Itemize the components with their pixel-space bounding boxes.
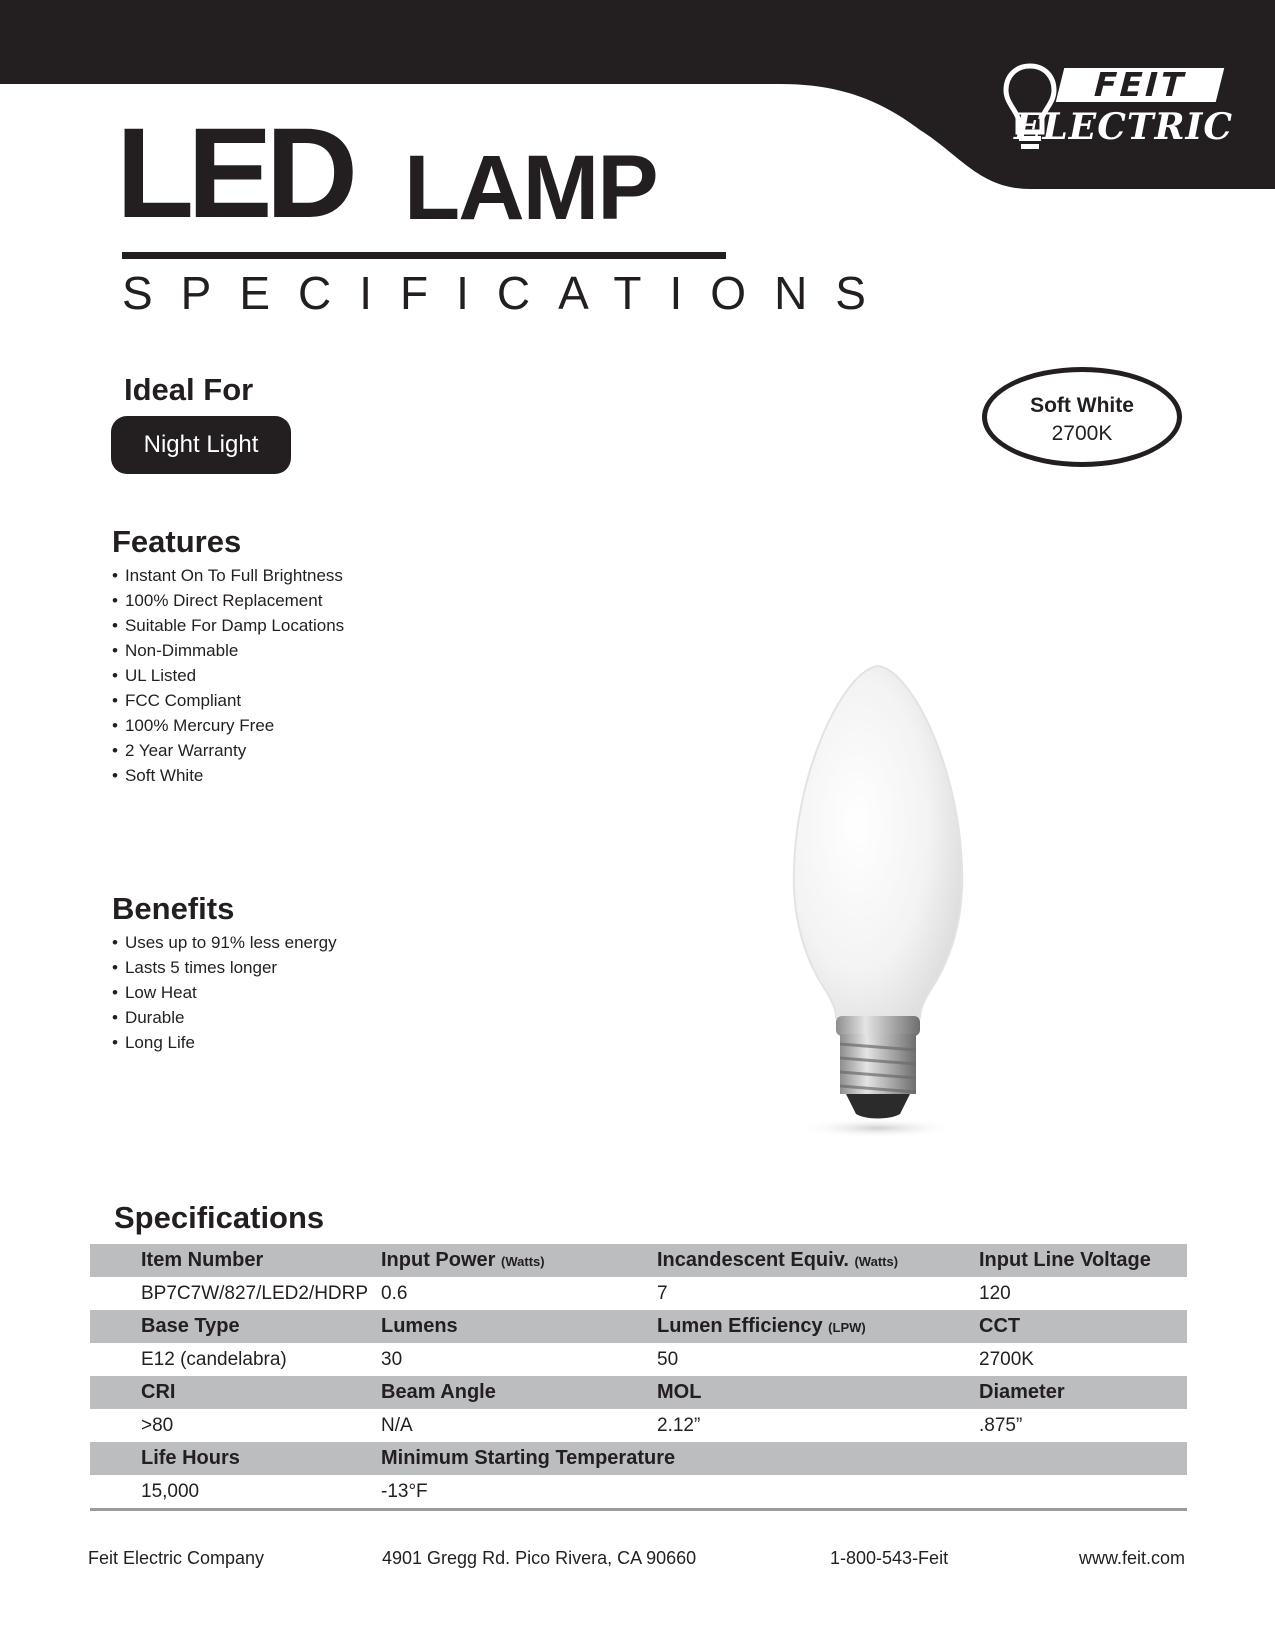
footer-company: Feit Electric Company (88, 1548, 265, 1568)
spec-value-row (90, 1343, 1187, 1376)
title-divider (122, 252, 726, 259)
spec-label-cell: Diameter (976, 1376, 1187, 1409)
spec-value-cell: 50 (657, 1348, 679, 1370)
spec-label-cell: Input Power (Watts) (378, 1244, 654, 1277)
spec-value-row (90, 1277, 1187, 1310)
feature-item: • 100% Mercury Free (112, 713, 344, 738)
benefit-item: • Long Life (112, 1030, 337, 1055)
specifications-heading: Specifications (114, 1200, 325, 1235)
footer-website[interactable]: www.feit.com (1079, 1548, 1186, 1568)
spec-label-cell: Lumens (378, 1310, 654, 1343)
feature-item: • Instant On To Full Brightness (112, 563, 344, 588)
spec-value-cell: 7 (657, 1282, 668, 1304)
feature-item: • Soft White (112, 763, 344, 788)
feature-item: • UL Listed (112, 663, 344, 688)
spec-header-row (90, 1244, 1187, 1277)
footer-phone: 1-800-543-Feit (830, 1548, 949, 1568)
spec-label-cell: Minimum Starting Temperature (378, 1442, 1187, 1475)
spec-label-cell: Life Hours (90, 1442, 378, 1475)
spec-value-cell: -13°F (378, 1475, 1187, 1510)
feature-item: • 100% Direct Replacement (112, 588, 344, 613)
title-lamp: LAMP (404, 137, 657, 239)
spec-label-cell: CCT (976, 1310, 1187, 1343)
brand-name: FEIT (1056, 68, 1224, 102)
spec-header-row (90, 1442, 1187, 1475)
spec-label-cell: Base Type (90, 1310, 378, 1343)
spec-value-cell: E12 (candelabra) (141, 1348, 287, 1370)
feature-item: • 2 Year Warranty (112, 738, 344, 763)
spec-label-cell: Incandescent Equiv. (Watts) (654, 1244, 976, 1277)
spec-header-row (90, 1310, 1187, 1343)
benefits-heading: Benefits (112, 891, 235, 926)
spec-value-cell: 30 (381, 1348, 403, 1370)
spec-value-row (90, 1475, 1187, 1510)
spec-value-row (90, 1409, 1187, 1442)
spec-label-cell: MOL (654, 1376, 976, 1409)
spec-value-cell: N/A (381, 1414, 413, 1436)
spec-value-cell: 0.6 (381, 1282, 408, 1304)
brand-subname: ELECTRIC (1014, 106, 1234, 148)
color-temperature: 2700K (1051, 422, 1113, 445)
spec-unit: (Watts) (501, 1254, 545, 1269)
color-temperature-badge (982, 367, 1182, 467)
footer-address: 4901 Gregg Rd. Pico Rivera, CA 90660 (382, 1548, 697, 1568)
benefits-list (112, 930, 337, 1055)
spec-label-cell: Beam Angle (378, 1376, 654, 1409)
feature-item: • Suitable For Damp Locations (112, 613, 344, 638)
spec-unit: (LPW) (828, 1320, 866, 1335)
benefit-item: • Low Heat (112, 980, 337, 1005)
brand-logo (1000, 62, 1234, 162)
ideal-for-heading: Ideal For (124, 372, 254, 407)
benefit-item: • Lasts 5 times longer (112, 955, 337, 980)
spec-value-cell: 15,000 (90, 1475, 378, 1510)
spec-unit: (Watts) (854, 1254, 899, 1269)
spec-value-cell: .875” (979, 1414, 1023, 1436)
product-bulb-image (740, 620, 1020, 1140)
title-subtitle: SPECIFICATIONS (122, 267, 894, 319)
spec-label-cell: CRI (90, 1376, 378, 1409)
spec-label-cell: Lumen Efficiency (LPW) (654, 1310, 976, 1343)
spec-value-cell: >80 (141, 1414, 174, 1436)
spec-value-cell: 2.12” (657, 1414, 701, 1436)
features-list (112, 563, 344, 788)
feature-item: • Non-Dimmable (112, 638, 344, 663)
feature-item: • FCC Compliant (112, 688, 344, 713)
specifications-table (90, 1244, 1187, 1511)
features-heading: Features (112, 524, 242, 559)
benefit-item: • Durable (112, 1005, 337, 1030)
ideal-for-badge: Night Light (111, 416, 291, 474)
spec-header-row (90, 1376, 1187, 1409)
spec-value-cell: 2700K (979, 1348, 1034, 1370)
benefit-item: • Uses up to 91% less energy (112, 930, 337, 955)
spec-label-cell: Input Line Voltage (976, 1244, 1187, 1277)
spec-value-cell: BP7C7W/827/LED2/HDRP (141, 1282, 369, 1304)
spec-label-cell: Item Number (90, 1244, 378, 1277)
color-name: Soft White (1030, 394, 1134, 417)
title-led: LED (116, 102, 351, 245)
spec-value-cell: 120 (979, 1282, 1011, 1304)
